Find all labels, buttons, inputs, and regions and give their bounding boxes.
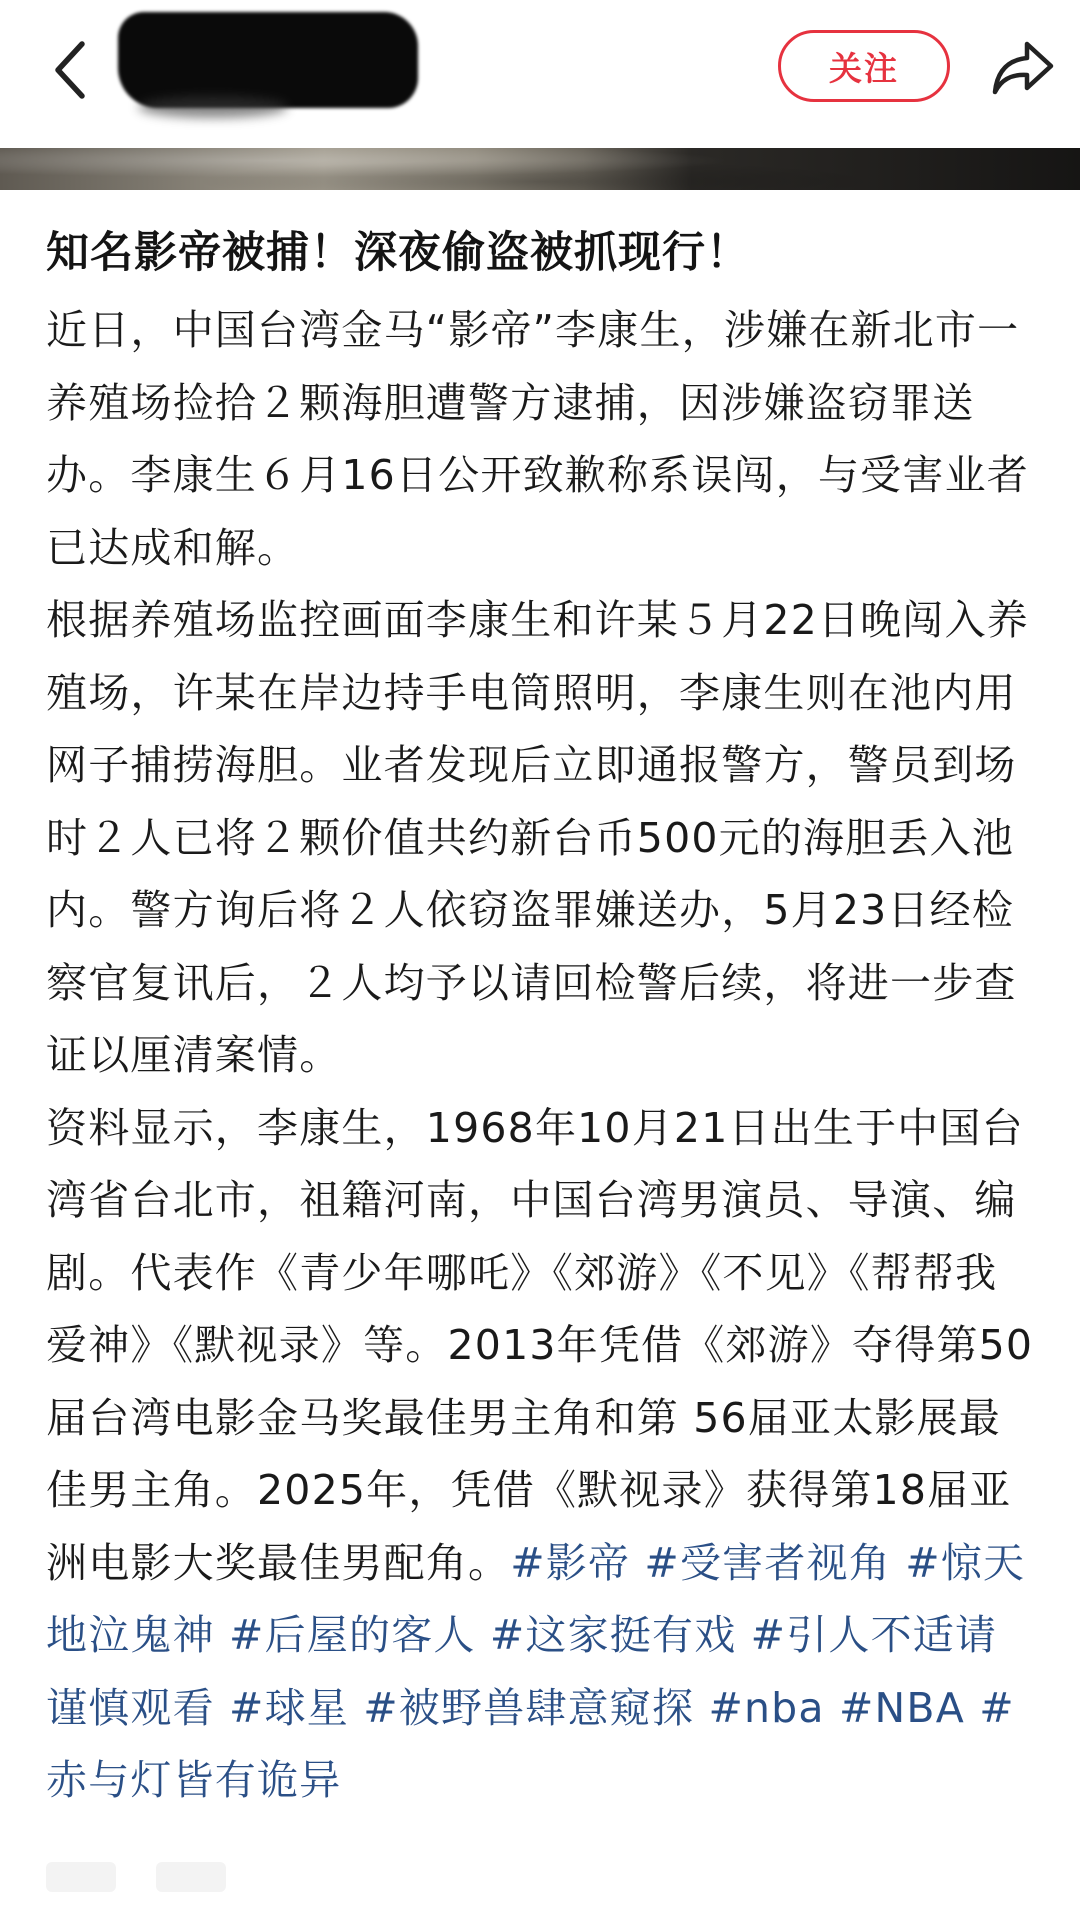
follow-button[interactable]: 关注 bbox=[778, 30, 950, 102]
article-body bbox=[46, 294, 1036, 1817]
paragraph-3-text: 资料显示，李康生，1968年10月21日出生于中国台湾省台北市，祖籍河南，中国台湾男演员、导演、编剧。代表作《青少年哪吒》《郊游》《不见》《帮帮我爱神》《默视录》等。2013年凭借《郊游》夺得第50届台湾电影金马奖最佳男主角和第 56届亚太影展最佳男主角。2025年，凭借《默视录》获得第18届亚洲电影大奖最佳男配角。 bbox=[46, 1103, 1034, 1587]
hashtag-11[interactable]: #赤与灯皆有诡异 bbox=[46, 1683, 1015, 1804]
article bbox=[46, 222, 1036, 1817]
paragraph-1: 近日，中国台湾金马“影帝”李康生，涉嫌在新北市一养殖场捡拾２颗海胆遭警方逮捕，因涉嫌盗窃罪送办。李康生６月16日公开致歉称系误闯，与受害业者已达成和解。 bbox=[46, 306, 1029, 572]
top-bar bbox=[0, 0, 1080, 140]
hashtag-8[interactable]: #被野兽肆意窥探 bbox=[363, 1683, 695, 1732]
hashtag-7[interactable]: #球星 bbox=[229, 1683, 350, 1732]
chevron-left-icon bbox=[50, 38, 90, 102]
paragraph-3 bbox=[46, 1092, 1036, 1817]
redacted-author-info bbox=[118, 12, 418, 108]
hashtag-1[interactable]: #影帝 bbox=[510, 1538, 631, 1587]
hashtag-3[interactable]: #惊天地泣鬼神 bbox=[46, 1538, 1026, 1659]
hashtag-4[interactable]: #后屋的客人 bbox=[229, 1611, 476, 1659]
hashtag-2[interactable]: #受害者视角 bbox=[644, 1538, 891, 1587]
article-title: 知名影帝被捕！深夜偷盗被抓现行！ bbox=[46, 228, 750, 278]
hashtag-9[interactable]: #nba bbox=[708, 1683, 825, 1732]
faded-footer-row bbox=[46, 1862, 446, 1902]
cover-image-strip[interactable] bbox=[0, 148, 1080, 190]
back-button[interactable] bbox=[40, 30, 100, 110]
share-button[interactable] bbox=[988, 30, 1058, 106]
share-arrow-icon bbox=[991, 38, 1055, 98]
paragraph-2: 根据养殖场监控画面李康生和许某５月22日晚闯入养殖场，许某在岸边持手电筒照明，李康生则在池内用网子捕捞海胆。业者发现后立即通报警方，警员到场时２人已将２颗价值共约新台币500元的海胆丢入池内。警方询后将２人依窃盗罪嫌送办，5月23日经检察官复讯后，２人均予以请回检警后续，将进一步查证以厘清案情。 bbox=[46, 596, 1029, 1079]
hashtag-6[interactable]: #引人不适请谨慎观看 bbox=[46, 1611, 998, 1732]
hashtag-5[interactable]: #这家挺有戏 bbox=[489, 1611, 737, 1659]
hashtag-10[interactable]: #NBA bbox=[838, 1683, 965, 1732]
